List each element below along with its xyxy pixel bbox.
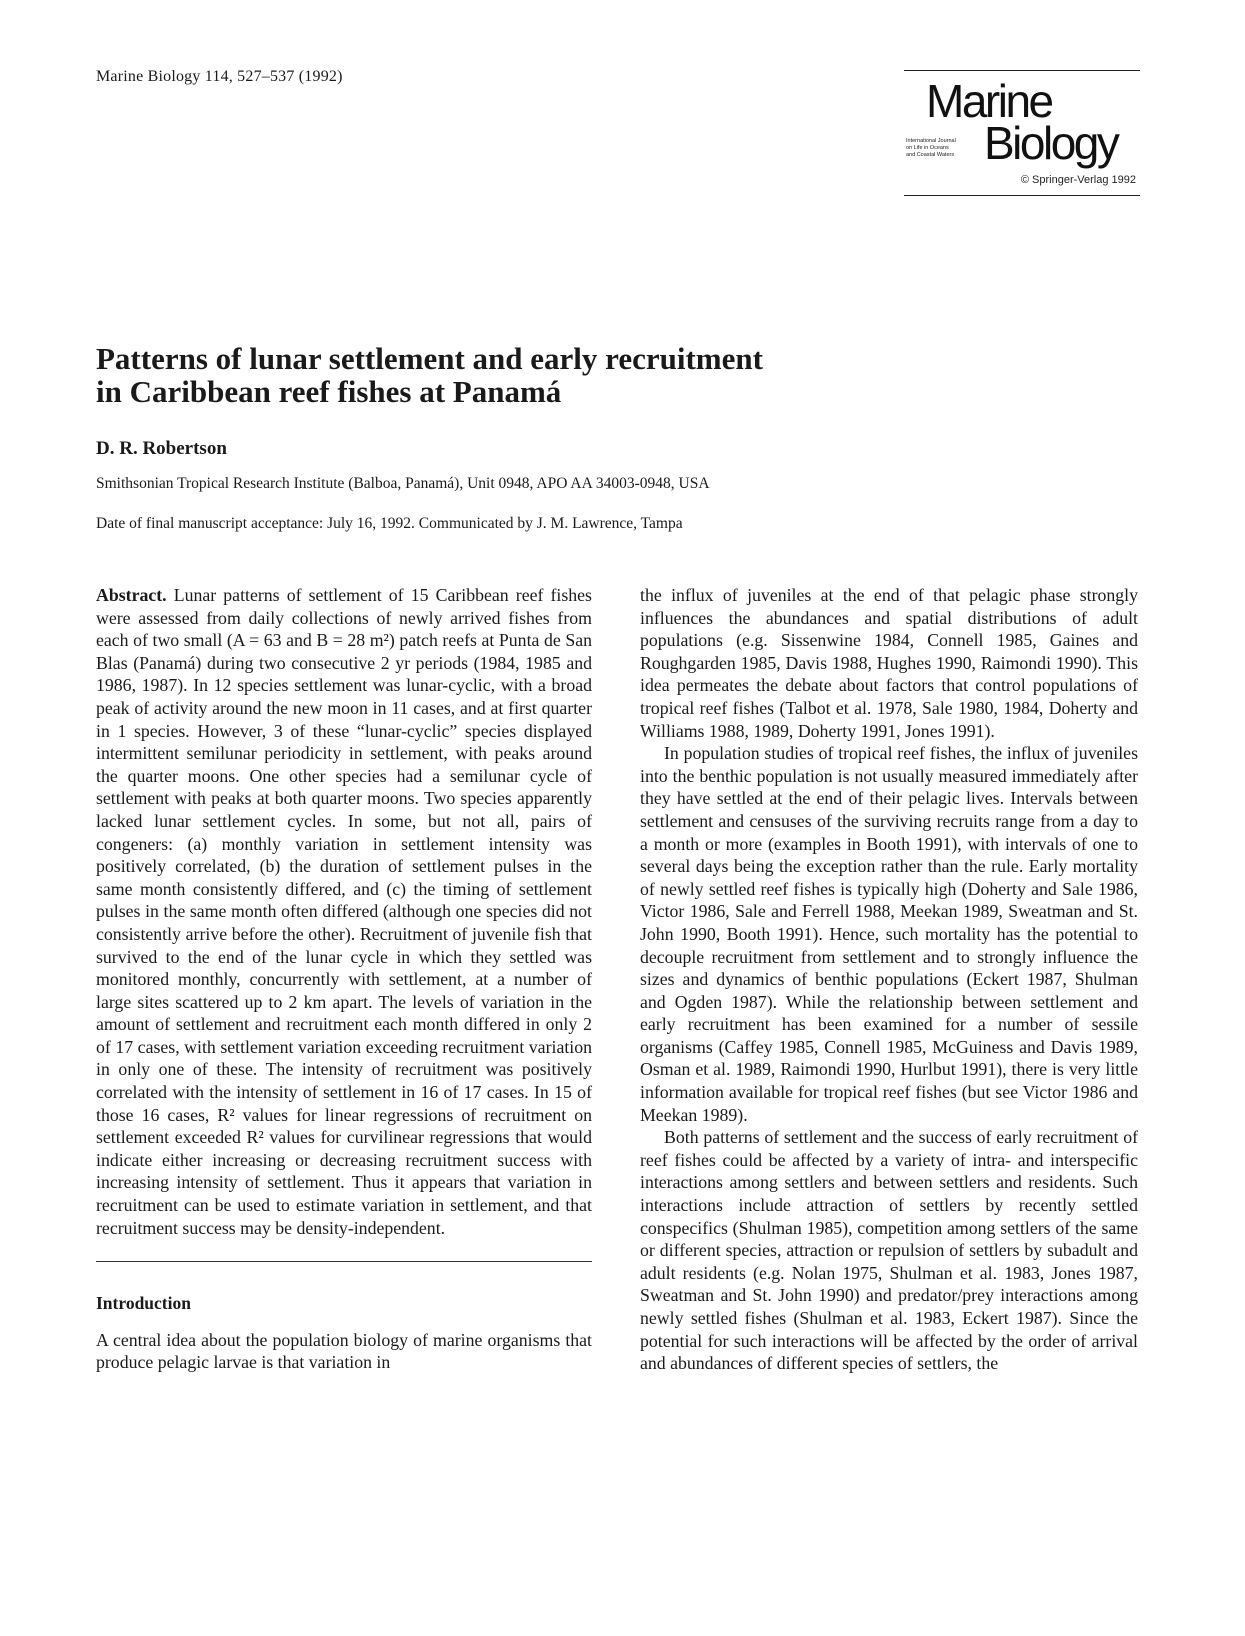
journal-citation: Marine Biology 114, 527–537 (1992) [96, 68, 343, 85]
author-affiliation: Smithsonian Tropical Research Institute (Balboa, Panamá), Unit 0948, APO AA 34003-0948, USA [96, 475, 710, 492]
journal-logo [904, 70, 1140, 196]
abstract-paragraph [96, 584, 592, 1239]
logo-tagline-line: and Coastal Waters [906, 152, 955, 158]
introduction-heading: Introduction [96, 1293, 191, 1314]
logo-top-rule [904, 70, 1140, 71]
left-column [96, 584, 592, 1374]
section-divider [96, 1261, 592, 1262]
logo-tagline-line: International Journal [906, 138, 956, 144]
logo-wordmark-biology: Biology [984, 117, 1118, 169]
logo-tagline [906, 138, 982, 159]
article-title [96, 342, 876, 408]
body-paragraph: the influx of juveniles at the end of that pelagic phase strongly influences the abundances and spatial distributions of adult populations (e.g. Sissenwine 1984, Connell 1985, Gaines and Roughgarden 1985, Davis 1988, Hughes 1990, Raimondi 1990). This idea permeates the debate about factors that control populations of tropical reef fishes (Talbot et al. 1978, Sale 1980, 1984, Doherty and Williams 1988, 1989, Doherty 1991, Jones 1991). [640, 585, 1138, 741]
logo-copyright: © Springer-Verlag 1992 [1020, 174, 1136, 186]
article-title-line: in Caribbean reef fishes at Panamá [96, 374, 562, 409]
logo-tagline-line: on Life in Oceans [906, 145, 949, 151]
logo-wordmark-marine: Marine [926, 75, 1052, 127]
article-title-line: Patterns of lunar settlement and early recruitment [96, 341, 763, 376]
right-column [640, 584, 1138, 1375]
manuscript-dates: Date of final manuscript acceptance: July 16, 1992. Communicated by J. M. Lawrence, Tampa [96, 515, 683, 532]
abstract-text: Lunar patterns of settlement of 15 Caribbean reef fishes were assessed from daily collections of newly arrived fishes from each of two small (A = 63 and B = 28 m²) patch reefs at Punta de San Blas (Panamá) during two consecutive 2 yr periods (1984, 1985 and 1986, 1987). In 12 species settlement was lunar-cyclic, with a broad peak of activity around the new moon in 11 cases, and at first quarter in 1 species. However, 3 of these “lunar-cyclic” species displayed intermittent semilunar periodicity in settlement, with peaks around the quarter moons. One other species had a semilunar cycle of settlement with peaks at both quarter moons. Two species apparently lacked lunar settlement cycles. In some, but not all, pairs of congeners: (a) monthly variation in settlement intensity was positively correlated, (b) the duration of settlement pulses in the same month consistently differed, and (c) the timing of settlement pulses in the same month often differed (although one species did not consistently arrive before the other). Recruitment of juvenile fish that survived to the end of the lunar cycle in which they settled was monitored monthly, concurrently with settlement, at a number of large sites scattered up to 2 km apart. The levels of variation in the amount of settlement and recruitment each month differed in only 2 of 17 cases, with settlement variation exceeding recruitment variation in only one of these. The intensity of recruitment was positively correlated with the intensity of settlement in 16 of 17 cases. In 15 of those 16 cases, R² values for linear regressions of recruitment on settlement exceeded R² values for curvilinear regressions that would indicate either increasing or decreasing recruitment success with increasing intensity of settlement. Thus it appears that variation in recruitment can be used to estimate variation in settlement, and that recruitment success may be density-independent. [96, 585, 592, 1238]
body-paragraph: Both patterns of settlement and the success of early recruitment of reef fishes could be affected by a variety of intra- and interspecific interactions among settlers and between settlers and residents. Such interactions include attraction of settlers by recently settled conspecifics (Shulman 1985), competition among settlers of the same or different species, attraction or repulsion of settlers by subadult and adult residents (e.g. Nolan 1975, Shulman et al. 1983, Jones 1987, Sweatman and St. John 1990) and predator/prey interactions among newly settled fishes (Shulman et al. 1983, Eckert 1987). Since the potential for such interactions will be affected by the order of arrival and abundances of different species of settlers, the [640, 1127, 1138, 1374]
introduction-paragraph: A central idea about the population biology of marine organisms that produce pelagic larvae is that variation in [96, 1329, 592, 1373]
author-name: D. R. Robertson [96, 438, 227, 459]
body-paragraph: In population studies of tropical reef fishes, the influx of juveniles into the benthic population is not usually measured immediately after they have settled at the end of their pelagic lives. Intervals between settlement and censuses of the surviving recruits range from a day to a month or more (examples in Booth 1991), with intervals of one to several days being the exception rather than the rule. Early mortality of newly settled reef fishes is typically high (Doherty and Sale 1986, Victor 1986, Sale and Ferrell 1988, Meekan 1989, Sweatman and St. John 1990, Booth 1991). Hence, such mortality has the potential to decouple recruitment from settlement and to strongly influence the sizes and dynamics of benthic populations (Eckert 1987, Shulman and Ogden 1987). While the relationship between settlement and early recruitment has been examined for a number of sessile organisms (Caffey 1985, Connell 1985, McGuiness and Davis 1989, Osman et al. 1989, Raimondi 1990, Hurlbut 1991), there is very little information available for tropical reef fishes (but see Victor 1986 and Meekan 1989). [640, 743, 1138, 1125]
logo-bottom-rule [904, 195, 1140, 196]
abstract-label: Abstract. [96, 585, 167, 605]
